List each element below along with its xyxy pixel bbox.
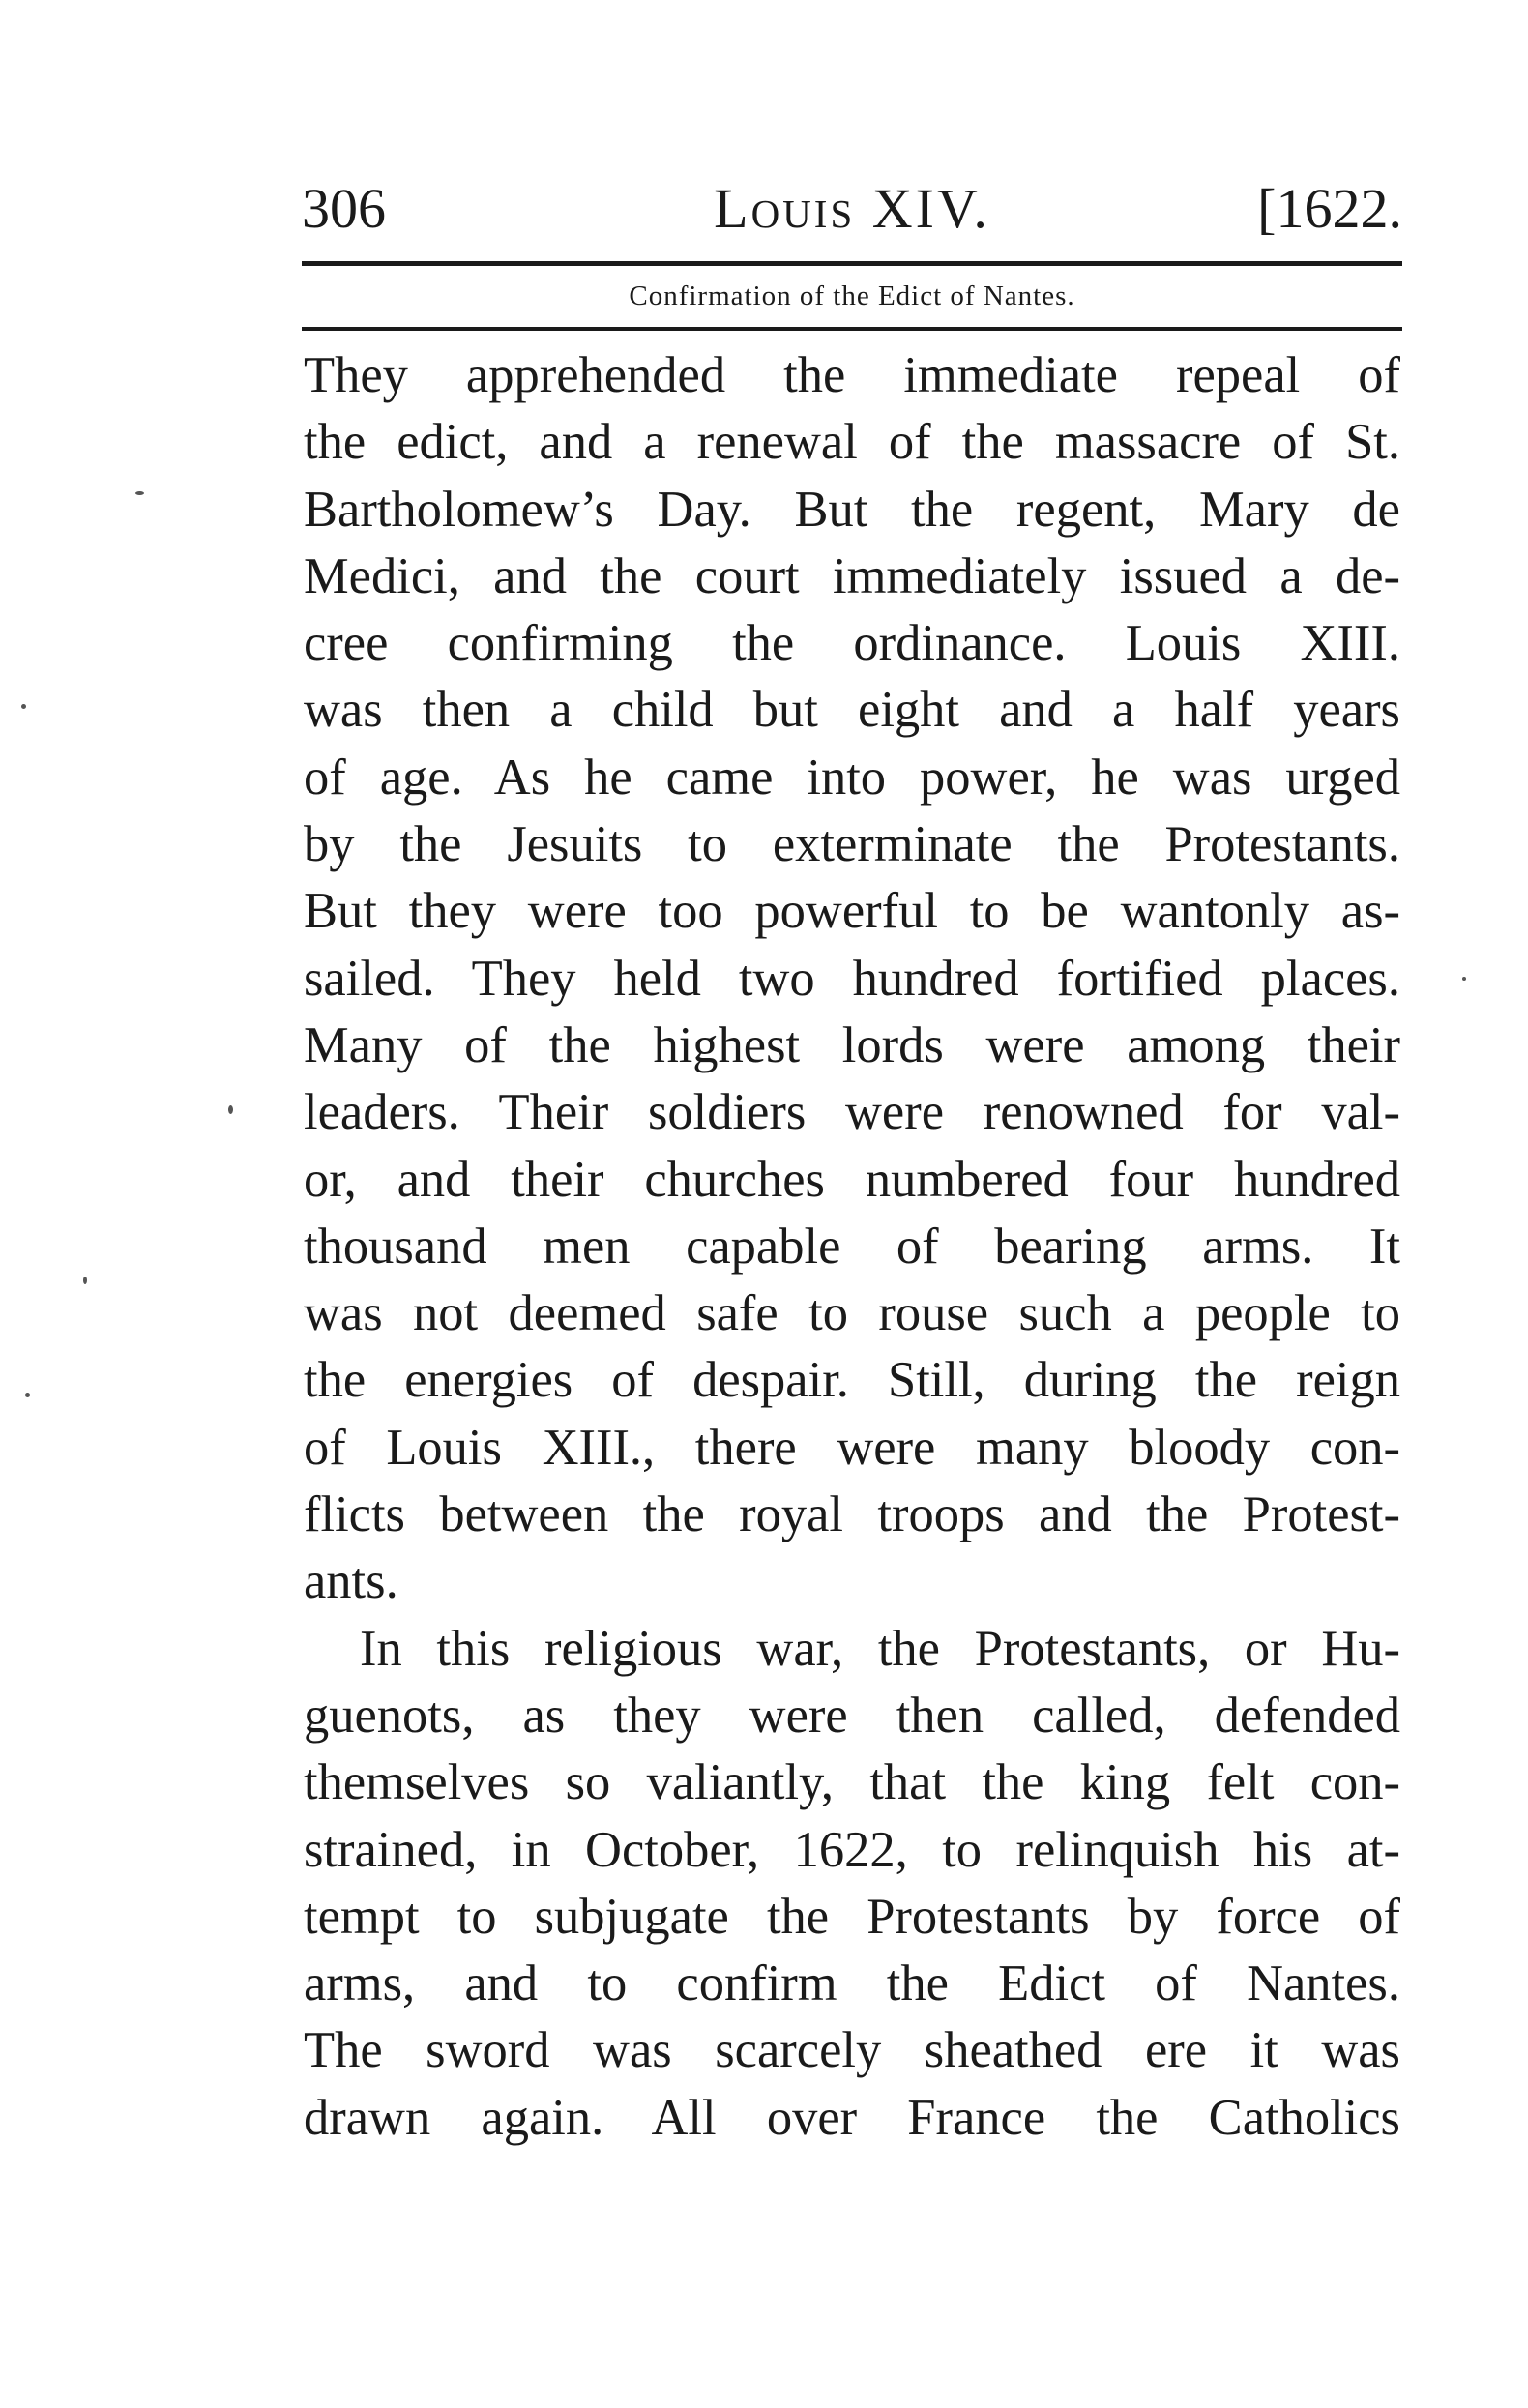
text-line: Many of the highest lords were among their <box>304 1016 1400 1073</box>
text-line: cree confirming the ordinance. Louis XIII. <box>304 615 1400 672</box>
text-line: the edict, and a renewal of the massacre of St. <box>304 414 1400 471</box>
text-line: or, and their churches numbered four hundred <box>304 1151 1400 1208</box>
text-line: themselves so valiantly, that the king felt con- <box>304 1754 1400 1811</box>
text-line: of age. As he came into power, he was urged <box>304 749 1400 806</box>
text-line: Bartholomew’s Day. But the regent, Mary de <box>304 481 1400 538</box>
scan-speck <box>135 491 144 495</box>
text-line: drawn again. All over France the Catholics <box>304 2089 1400 2146</box>
text-line: was not deemed safe to rouse such a people to <box>304 1285 1400 1342</box>
text-line: tempt to subjugate the Protestants by force of <box>304 1888 1400 1945</box>
text-line: They apprehended the immediate repeal of <box>304 347 1400 403</box>
text-line: guenots, as they were then called, defended <box>304 1687 1400 1744</box>
header-year: [1622. <box>1257 177 1402 240</box>
paragraph <box>304 342 1400 1616</box>
text-line: flicts between the royal troops and the Protest- <box>304 1486 1400 1543</box>
text-line: sailed. They held two hundred fortified places. <box>304 950 1400 1007</box>
header-rule-top <box>302 261 1402 266</box>
text-line: In this religious war, the Protestants, or Hu- <box>360 1620 1400 1677</box>
scan-speck <box>228 1105 233 1114</box>
running-header <box>302 170 1402 248</box>
text-line: arms, and to confirm the Edict of Nantes. <box>304 1955 1400 2012</box>
scan-speck <box>25 1393 30 1397</box>
text-line: But they were too powerful to be wantonly as- <box>304 883 1400 940</box>
text-line: Medici, and the court immediately issued a de- <box>304 547 1400 604</box>
scan-speck <box>1462 977 1466 981</box>
header-rule-bottom <box>302 327 1402 331</box>
text-line: The sword was scarcely sheathed ere it was <box>304 2022 1400 2079</box>
text-line: ants. <box>304 1553 398 1610</box>
running-title: Louis XIV. <box>714 177 990 240</box>
section-subheading: Confirmation of the Edict of Nantes. <box>629 280 1075 311</box>
text-line: the energies of despair. Still, during the reign <box>304 1352 1400 1409</box>
paragraph <box>304 1616 1400 2152</box>
text-line: of Louis XIII., there were many bloody con- <box>304 1419 1400 1476</box>
scan-speck <box>83 1277 87 1284</box>
page-number: 306 <box>302 177 386 240</box>
text-line: leaders. Their soldiers were renowned for val- <box>304 1084 1400 1141</box>
text-line: was then a child but eight and a half years <box>304 682 1400 739</box>
text-line: strained, in October, 1622, to relinquish his at- <box>304 1821 1400 1878</box>
scan-speck <box>21 704 26 709</box>
text-line: by the Jesuits to exterminate the Protestants. <box>304 816 1400 873</box>
body-text <box>304 342 1400 2152</box>
text-line: thousand men capable of bearing arms. It <box>304 1218 1400 1275</box>
